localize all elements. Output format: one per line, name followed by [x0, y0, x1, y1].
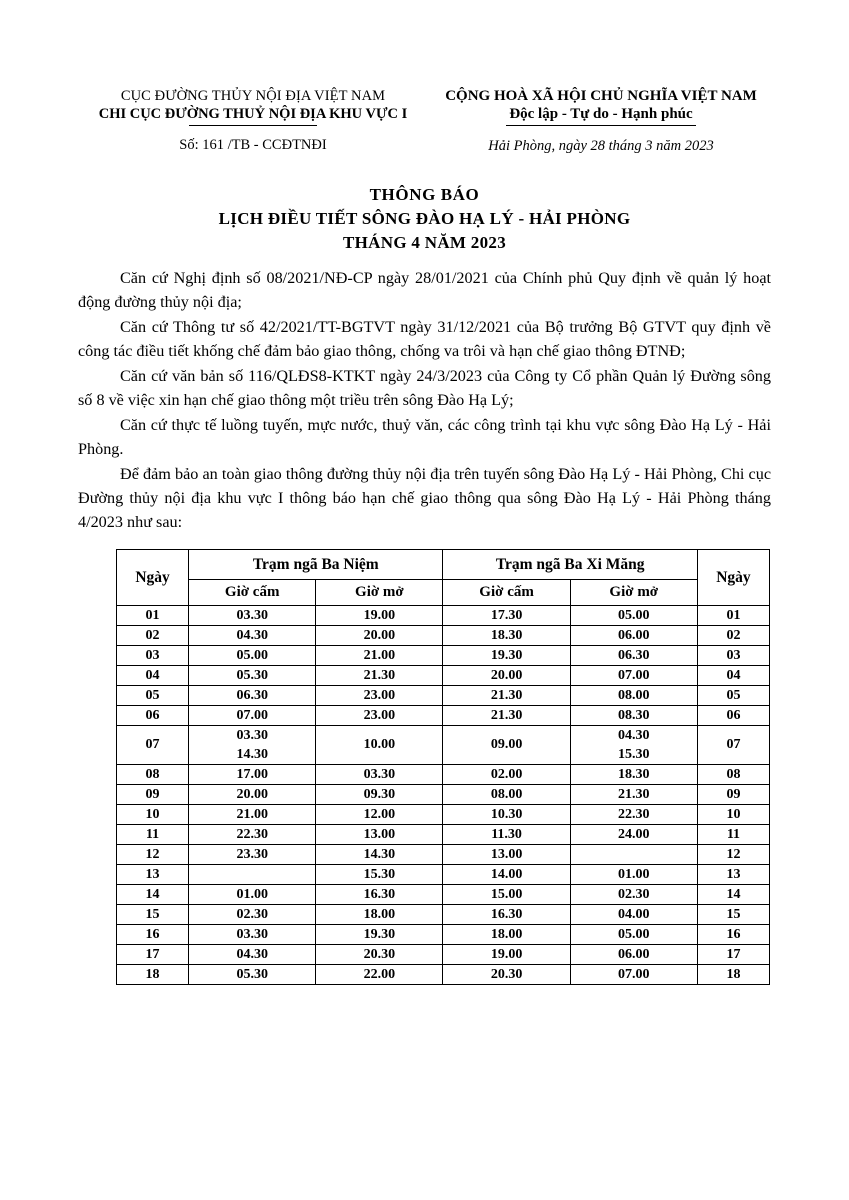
cell-niem-cam: 05.30 — [189, 665, 316, 685]
title-period: THÁNG 4 NĂM 2023 — [343, 233, 506, 252]
place-and-date: Hải Phòng, ngày 28 tháng 3 năm 2023 — [488, 138, 714, 154]
cell-ximang-cam: 09.00 — [443, 725, 570, 764]
table-row — [117, 844, 770, 864]
row-day-left: 08 — [117, 764, 189, 784]
paragraph-1: Căn cứ Nghị định số 08/2021/NĐ-CP ngày 28/01/2021 của Chính phủ Quy định về quản lý hoạt động đường thủy nội địa; — [78, 269, 771, 311]
header-day-right: Ngày — [697, 549, 769, 605]
header-niem-cam: Giờ cấm — [189, 579, 316, 605]
cell-ximang-cam: 02.00 — [443, 764, 570, 784]
cell-ximang-mo: 06.00 — [570, 944, 697, 964]
cell-niem-mo: 10.00 — [316, 725, 443, 764]
cell-ximang-cam: 10.30 — [443, 804, 570, 824]
row-day-right: 14 — [697, 884, 769, 904]
cell-niem-cam: 04.30 — [189, 625, 316, 645]
cell-niem-mo: 14.30 — [316, 844, 443, 864]
row-day-right: 12 — [697, 844, 769, 864]
page-title: THÔNG BÁO — [369, 185, 480, 204]
cell-niem-cam: 03.30 — [189, 605, 316, 625]
cell-niem-cam: 07.00 — [189, 705, 316, 725]
cell-niem-cam: 20.00 — [189, 784, 316, 804]
header-station-ba-xi-mang: Trạm ngã Ba Xi Măng — [443, 549, 697, 579]
cell-niem-mo: 16.30 — [316, 884, 443, 904]
authority-underline — [189, 125, 317, 126]
authority-name: CHI CỤC ĐƯỜNG THUỶ NỘI ĐỊA KHU VỰC I — [98, 106, 408, 122]
cell-ximang-cam: 11.30 — [443, 824, 570, 844]
title-subject: LỊCH ĐIỀU TIẾT SÔNG ĐÀO HẠ LÝ - HẢI PHÒNG — [218, 209, 631, 228]
table-row — [117, 725, 770, 764]
cell-niem-mo: 20.00 — [316, 625, 443, 645]
row-day-left: 16 — [117, 924, 189, 944]
document-header — [78, 88, 771, 155]
row-day-right: 13 — [697, 864, 769, 884]
schedule-table — [116, 549, 770, 985]
cell-niem-cam — [189, 864, 316, 884]
table-row — [117, 904, 770, 924]
row-day-right: 08 — [697, 764, 769, 784]
cell-ximang-mo: 24.00 — [570, 824, 697, 844]
schedule-table-body — [117, 605, 770, 984]
cell-ximang-cam: 18.30 — [443, 625, 570, 645]
table-header-row-1 — [117, 549, 770, 579]
header-ximang-cam: Giờ cấm — [443, 579, 570, 605]
cell-niem-mo: 23.00 — [316, 685, 443, 705]
cell-niem-cam: 05.30 — [189, 964, 316, 984]
row-day-left: 03 — [117, 645, 189, 665]
cell-niem-cam: 06.30 — [189, 685, 316, 705]
cell-ximang-mo — [570, 844, 697, 864]
cell-niem-mo: 09.30 — [316, 784, 443, 804]
cell-ximang-mo: 07.00 — [570, 665, 697, 685]
table-row — [117, 705, 770, 725]
row-day-right: 07 — [697, 725, 769, 764]
table-row — [117, 764, 770, 784]
authority-parent-name: CỤC ĐƯỜNG THỦY NỘI ĐỊA VIỆT NAM — [120, 88, 386, 104]
document-title-block — [78, 185, 771, 253]
row-day-right: 18 — [697, 964, 769, 984]
cell-niem-cam: 22.30 — [189, 824, 316, 844]
cell-niem-mo: 03.30 — [316, 764, 443, 784]
row-day-left: 07 — [117, 725, 189, 764]
table-row — [117, 864, 770, 884]
cell-ximang-cam: 18.00 — [443, 924, 570, 944]
cell-ximang-mo: 05.00 — [570, 605, 697, 625]
row-day-left: 15 — [117, 904, 189, 924]
country-name: CỘNG HOÀ XÃ HỘI CHỦ NGHĨA VIỆT NAM — [445, 88, 757, 104]
cell-ximang-cam: 21.30 — [443, 705, 570, 725]
cell-ximang-cam: 08.00 — [443, 784, 570, 804]
row-day-right: 10 — [697, 804, 769, 824]
row-day-left: 14 — [117, 884, 189, 904]
cell-niem-cam: 03.30 — [189, 924, 316, 944]
cell-ximang-mo: 22.30 — [570, 804, 697, 824]
cell-niem-cam: 03.30 14.30 — [189, 725, 316, 764]
row-day-left: 13 — [117, 864, 189, 884]
paragraph-3: Căn cứ văn bản số 116/QLĐS8-KTKT ngày 24/3/2023 của Công ty Cổ phần Quản lý Đường sông số 8 về việc xin hạn chế giao thông một triều trên sông Đào Hạ Lý; — [78, 366, 771, 409]
cell-niem-mo: 15.30 — [316, 864, 443, 884]
header-day-left: Ngày — [117, 549, 189, 605]
table-row — [117, 804, 770, 824]
cell-niem-cam: 21.00 — [189, 804, 316, 824]
cell-ximang-mo: 04.30 15.30 — [570, 725, 697, 764]
issuing-authority-block — [78, 88, 418, 154]
cell-ximang-cam: 20.00 — [443, 665, 570, 685]
row-day-right: 15 — [697, 904, 769, 924]
cell-niem-cam: 01.00 — [189, 884, 316, 904]
row-day-left: 01 — [117, 605, 189, 625]
row-day-left: 09 — [117, 784, 189, 804]
row-day-left: 18 — [117, 964, 189, 984]
cell-ximang-mo: 08.30 — [570, 705, 697, 725]
row-day-left: 17 — [117, 944, 189, 964]
cell-niem-mo: 18.00 — [316, 904, 443, 924]
cell-niem-cam: 17.00 — [189, 764, 316, 784]
header-ximang-mo: Giờ mở — [570, 579, 697, 605]
table-row — [117, 824, 770, 844]
schedule-table-wrapper — [78, 549, 771, 985]
cell-ximang-cam: 15.00 — [443, 884, 570, 904]
table-row — [117, 685, 770, 705]
header-niem-mo: Giờ mở — [316, 579, 443, 605]
row-day-right: 02 — [697, 625, 769, 645]
cell-niem-cam: 23.30 — [189, 844, 316, 864]
cell-ximang-cam: 16.30 — [443, 904, 570, 924]
cell-niem-mo: 21.30 — [316, 665, 443, 685]
header-station-ba-niem: Trạm ngã Ba Niệm — [189, 549, 443, 579]
paragraph-5: Để đảm bảo an toàn giao thông đường thủy nội địa trên tuyến sông Đào Hạ Lý - Hải Phòng, Chi cục Đường thủy nội địa khu vực I thông báo hạn chế giao thông qua sông Đào Hạ Lý - Hải Phòng tháng 4/2023 như sau: — [78, 464, 771, 531]
cell-niem-mo: 22.00 — [316, 964, 443, 984]
national-heading-block — [431, 88, 771, 155]
cell-ximang-mo: 06.30 — [570, 645, 697, 665]
row-day-right: 03 — [697, 645, 769, 665]
row-day-right: 09 — [697, 784, 769, 804]
row-day-right: 06 — [697, 705, 769, 725]
row-day-left: 04 — [117, 665, 189, 685]
cell-niem-mo: 19.30 — [316, 924, 443, 944]
row-day-right: 01 — [697, 605, 769, 625]
cell-ximang-mo: 04.00 — [570, 904, 697, 924]
table-row — [117, 924, 770, 944]
cell-niem-mo: 13.00 — [316, 824, 443, 844]
cell-niem-mo: 12.00 — [316, 804, 443, 824]
cell-niem-mo: 19.00 — [316, 605, 443, 625]
document-number: Số: 161 /TB - CCĐTNĐI — [179, 137, 327, 153]
row-day-left: 10 — [117, 804, 189, 824]
cell-ximang-cam: 21.30 — [443, 685, 570, 705]
cell-niem-cam: 05.00 — [189, 645, 316, 665]
paragraph-4: Căn cứ thực tế luồng tuyến, mực nước, thuỷ văn, các công trình tại khu vực sông Đào Hạ Lý - Hải Phòng. — [78, 415, 771, 458]
cell-ximang-cam: 20.30 — [443, 964, 570, 984]
cell-ximang-mo: 02.30 — [570, 884, 697, 904]
row-day-right: 04 — [697, 665, 769, 685]
cell-ximang-mo: 21.30 — [570, 784, 697, 804]
cell-niem-mo: 21.00 — [316, 645, 443, 665]
cell-ximang-mo: 05.00 — [570, 924, 697, 944]
document-body — [78, 267, 771, 535]
cell-niem-mo: 20.30 — [316, 944, 443, 964]
cell-niem-cam: 04.30 — [189, 944, 316, 964]
cell-ximang-mo: 08.00 — [570, 685, 697, 705]
table-row — [117, 665, 770, 685]
cell-ximang-mo: 01.00 — [570, 864, 697, 884]
table-row — [117, 645, 770, 665]
row-day-left: 02 — [117, 625, 189, 645]
row-day-right: 05 — [697, 685, 769, 705]
row-day-left: 11 — [117, 824, 189, 844]
row-day-left: 12 — [117, 844, 189, 864]
table-row — [117, 605, 770, 625]
table-row — [117, 784, 770, 804]
cell-ximang-mo: 07.00 — [570, 964, 697, 984]
cell-ximang-cam: 14.00 — [443, 864, 570, 884]
cell-niem-mo: 23.00 — [316, 705, 443, 725]
cell-ximang-cam: 13.00 — [443, 844, 570, 864]
cell-ximang-mo: 18.30 — [570, 764, 697, 784]
cell-ximang-cam: 17.30 — [443, 605, 570, 625]
national-motto: Độc lập - Tự do - Hạnh phúc — [509, 106, 693, 122]
motto-underline — [506, 125, 696, 126]
table-header-row-2 — [117, 579, 770, 605]
row-day-left: 05 — [117, 685, 189, 705]
cell-ximang-mo: 06.00 — [570, 625, 697, 645]
table-row — [117, 884, 770, 904]
table-row — [117, 625, 770, 645]
table-row — [117, 944, 770, 964]
table-row — [117, 964, 770, 984]
row-day-right: 16 — [697, 924, 769, 944]
cell-ximang-cam: 19.30 — [443, 645, 570, 665]
row-day-right: 11 — [697, 824, 769, 844]
cell-ximang-cam: 19.00 — [443, 944, 570, 964]
row-day-right: 17 — [697, 944, 769, 964]
paragraph-2: Căn cứ Thông tư số 42/2021/TT-BGTVT ngày 31/12/2021 của Bộ trưởng Bộ GTVT quy định về công tác điều tiết khống chế đảm bảo giao thông, chống va trôi và hạn chế giao thông ĐTNĐ; — [78, 317, 771, 360]
cell-niem-cam: 02.30 — [189, 904, 316, 924]
row-day-left: 06 — [117, 705, 189, 725]
